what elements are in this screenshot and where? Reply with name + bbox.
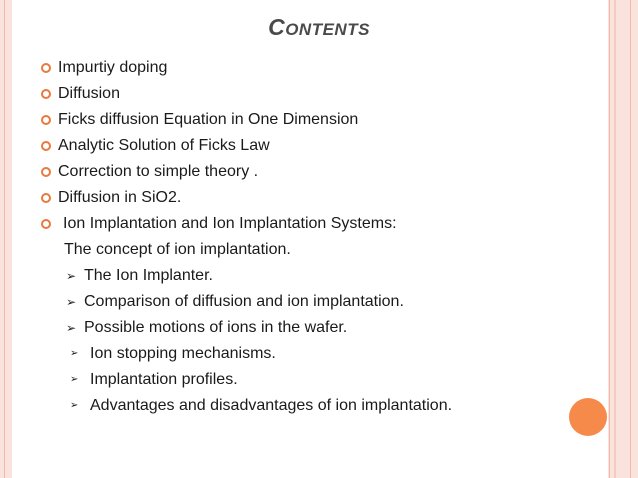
left-border xyxy=(0,0,12,478)
circle-bullet-icon xyxy=(41,89,51,99)
circle-bullet-icon xyxy=(41,219,51,229)
slide-title xyxy=(0,14,638,41)
circle-bullet-icon xyxy=(41,63,51,73)
right-border-line xyxy=(630,0,631,478)
arrow-bullet-icon: ➢ xyxy=(70,400,79,411)
list-item: Correction to simple theory . xyxy=(58,163,259,180)
arrow-bullet-icon: ➢ xyxy=(66,295,77,309)
circle-bullet-icon xyxy=(41,115,51,125)
sub-list-item: Possible motions of ions in the wafer. xyxy=(84,319,348,336)
sub-list-item: Ion stopping mechanisms. xyxy=(90,345,276,362)
left-border-line xyxy=(4,0,5,478)
list-item: Ficks diffusion Equation in One Dimension xyxy=(58,111,359,128)
list-item: Analytic Solution of Ficks Law xyxy=(58,137,270,154)
list-item: Impurtiy doping xyxy=(58,59,168,76)
arrow-bullet-icon: ➢ xyxy=(66,269,77,283)
list-item: Diffusion xyxy=(58,85,120,102)
arrow-bullet-icon: ➢ xyxy=(70,374,79,385)
list-item: Diffusion in SiO2. xyxy=(58,189,182,206)
arrow-bullet-icon: ➢ xyxy=(70,348,79,359)
sub-list-item: Implantation profiles. xyxy=(90,371,238,388)
circle-bullet-icon xyxy=(41,141,51,151)
right-border-line xyxy=(609,0,610,478)
right-border-line xyxy=(614,0,616,478)
arrow-bullet-icon: ➢ xyxy=(66,321,77,335)
circle-bullet-icon xyxy=(41,167,51,177)
circle-bullet-icon xyxy=(41,193,51,203)
sub-list-item: The Ion Implanter. xyxy=(84,267,213,284)
title-rest: ONTENTS xyxy=(285,20,370,39)
sub-list-item: Comparison of diffusion and ion implantation. xyxy=(84,293,404,310)
decorative-circle xyxy=(569,398,607,436)
right-border xyxy=(608,0,638,478)
title-initial: C xyxy=(268,14,286,40)
list-item: Ion Implantation and Ion Implantation Systems: xyxy=(63,215,397,232)
sub-list-item: Advantages and disadvantages of ion implantation. xyxy=(90,397,453,414)
sub-intro: The concept of ion implantation. xyxy=(64,241,291,258)
